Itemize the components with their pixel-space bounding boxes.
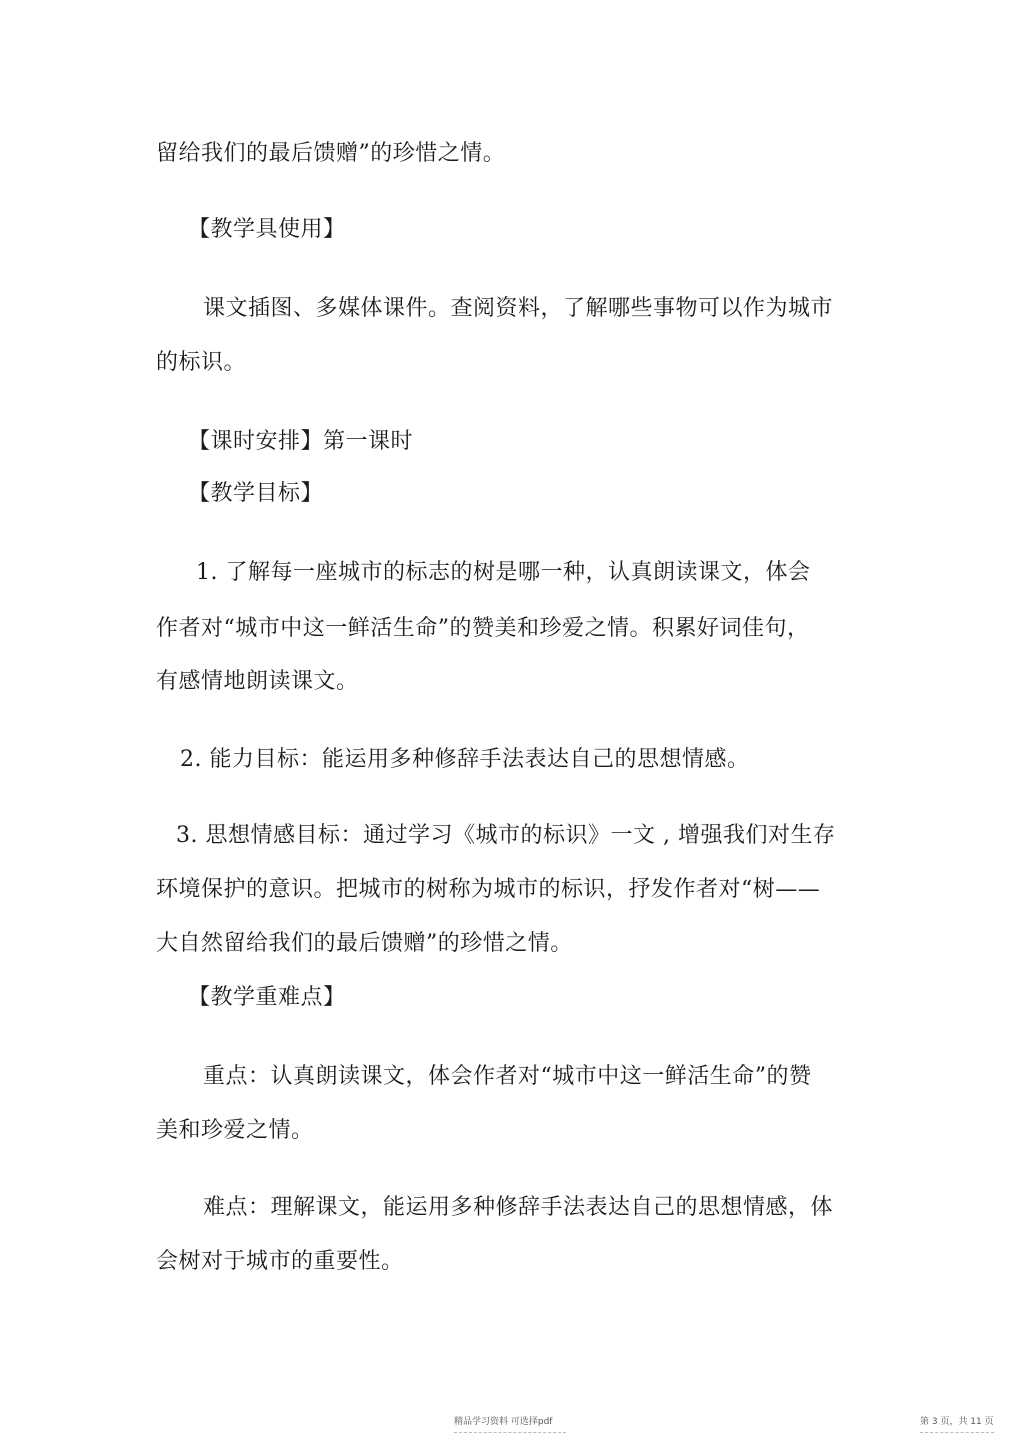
- paragraph-line: 重点：认真朗读课文，体会作者对“城市中这一鲜活生命”的赞: [203, 1064, 812, 1089]
- paragraph-line: 会树对于城市的重要性。: [156, 1249, 404, 1274]
- paragraph-line: 难点：理解课文，能运用多种修辞手法表达自己的思想情感，体: [203, 1195, 834, 1220]
- paragraph-line: 作者对“城市中这一鲜活生命”的赞美和珍爱之情。积累好词佳句，: [156, 616, 810, 641]
- paragraph-line: 的标识。: [156, 350, 247, 375]
- section-heading: 【教学目标】: [188, 481, 324, 506]
- section-heading: 【教学具使用】: [188, 217, 346, 242]
- paragraph-line: 留给我们的最后馈赠”的珍惜之情。: [156, 141, 506, 166]
- footer-right-rule: [920, 1432, 994, 1433]
- paragraph-line: 美和珍爱之情。: [156, 1118, 314, 1143]
- section-heading: 【教学重难点】: [188, 985, 346, 1010]
- footer-left-rule: [454, 1432, 566, 1433]
- paragraph-line: 环境保护的意识。把城市的树称为城市的标识，抒发作者对“树——: [156, 877, 821, 902]
- list-item: 3. 思想情感目标：通过学习《城市的标识》一文 , 增强我们对生存: [176, 823, 836, 848]
- paragraph-line: 有感情地朗读课文。: [156, 669, 359, 694]
- section-heading: 【课时安排】第一课时: [188, 429, 414, 454]
- footer-left-text: 精品学习资料 可选择pdf: [454, 1417, 553, 1427]
- footer-page-number: 第 3 页，共 11 页: [920, 1417, 994, 1427]
- paragraph-line: 课文插图、多媒体课件。查阅资料，了解哪些事物可以作为城市: [203, 296, 834, 321]
- list-item: 1. 了解每一座城市的标志的树是哪一种，认真朗读课文，体会: [196, 560, 811, 585]
- list-item: 2. 能力目标：能运用多种修辞手法表达自己的思想情感。: [180, 747, 750, 772]
- paragraph-line: 大自然留给我们的最后馈赠”的珍惜之情。: [156, 931, 573, 956]
